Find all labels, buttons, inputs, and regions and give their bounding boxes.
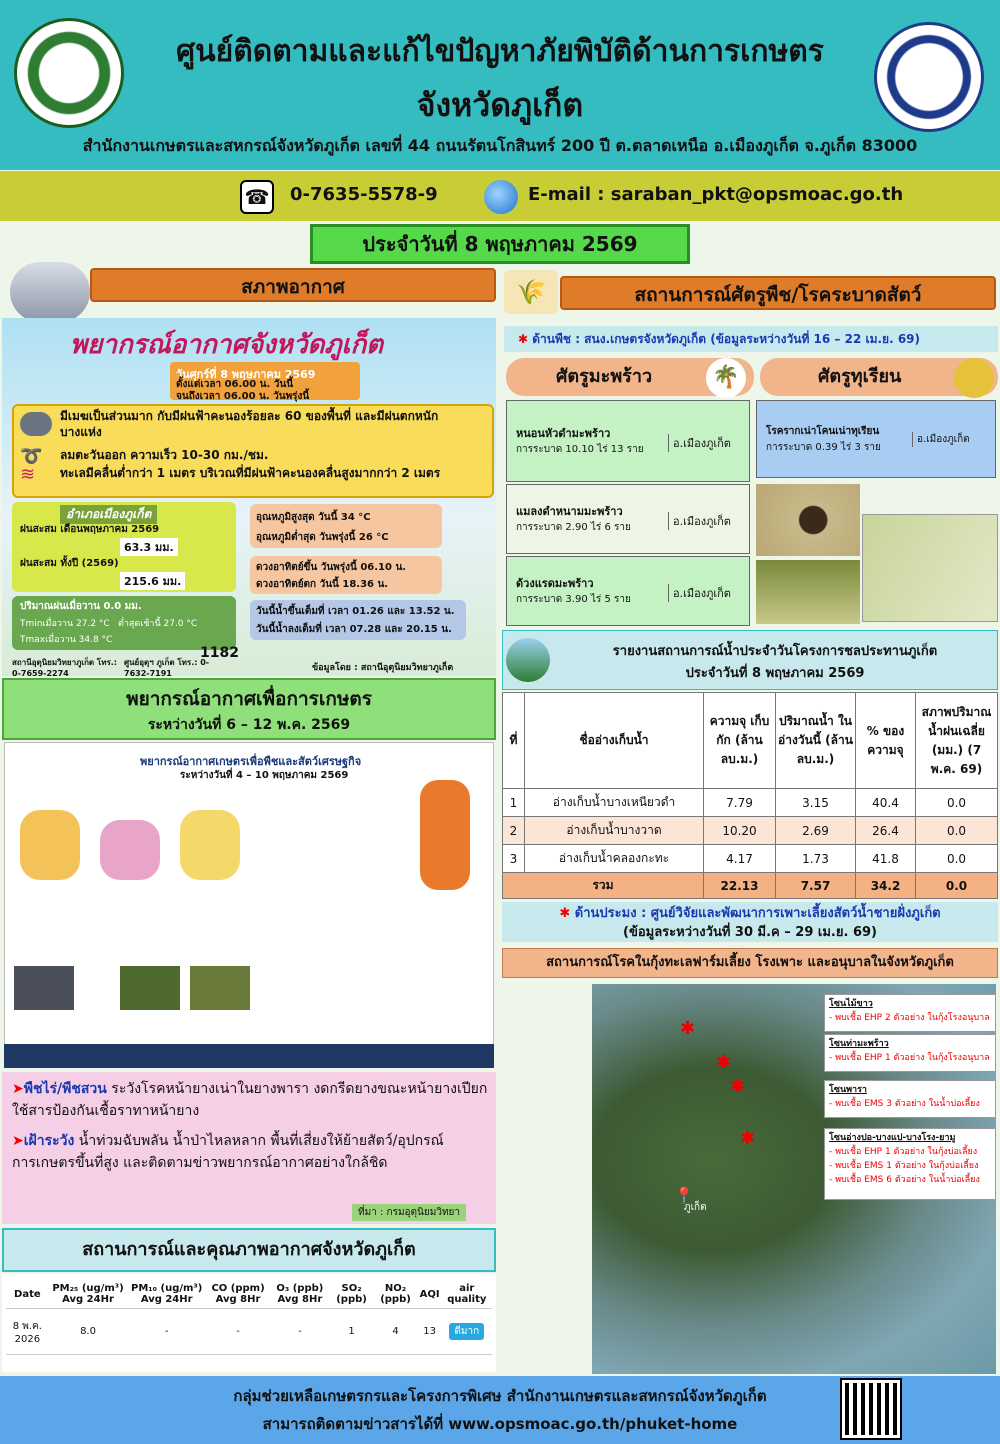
- wt-r2-name: อ่างเก็บน้ำบางวาด: [525, 817, 704, 845]
- agri-source: ที่มา : กรมอุตุนิยมวิทยา: [352, 1204, 466, 1221]
- wt-h-no: ที่: [503, 693, 525, 789]
- zone-1-name: โซนไม้ขาว: [829, 999, 873, 1009]
- advice-1-head: พืชไร่/พืชสวน: [23, 1081, 107, 1097]
- zone-4-name: โซนอ่างปอ-บางแป-บางโรง-ยามู: [829, 1133, 956, 1143]
- zone-box-2: [824, 1034, 996, 1072]
- wt-total-label: รวม: [503, 873, 704, 899]
- agri-advice-1: ➤พืชไร่/พืชสวน ระวังโรคหน้ายางเน่าในยางพารา งดกรีดยางขณะหน้ายางเปียก ใช้สารป้องกันเชื้อราทาหน้ายาง: [12, 1081, 488, 1119]
- rain-month-label: ฝนสะสม เดือนพฤษภาคม 2569: [20, 524, 160, 535]
- agri-photo-3: [190, 966, 250, 1010]
- aq-h-no2: NO₂ (ppb): [373, 1280, 417, 1309]
- wt-r3-name: อ่างเก็บน้ำคลองกะทะ: [525, 845, 704, 873]
- durian-pest-name: โรครากเน่าโคนเน่าทุเรียน: [766, 426, 880, 437]
- aq-h-o3: O₃ (ppb) Avg 8Hr: [270, 1280, 330, 1309]
- forecast-cond-1: มีเมฆเป็นส่วนมาก กับมีฝนฟ้าคะนองร้อยละ 60 ของพื้นที่ และมีฝนตกหนักบางแห่ง: [60, 409, 439, 439]
- zone-4-item-2: - พบเชื้อ EMS 1 ตัวอย่าง ในกุ้งบ่อเลี้ยง: [829, 1161, 979, 1171]
- agri-map-thailand: [420, 780, 470, 890]
- pest-section-header: สถานการณ์ศัตรูพืช/โรคระบาดสัตว์: [560, 276, 996, 310]
- pest-3-detail: การระบาด 3.90 ไร่ 5 ราย: [516, 594, 631, 605]
- forecast-day: วันศุกร์ที่ 8 พฤษภาคม 2569: [176, 368, 316, 381]
- water-row: [503, 817, 998, 845]
- district-name: อำเภอเมืองภูเก็ต: [60, 505, 157, 524]
- caterpillar-photo: [862, 514, 998, 622]
- zone-3-item: - พบเชื้อ EMS 3 ตัวอย่าง ในน้ำบ่อเลี้ยง: [829, 1099, 980, 1109]
- agri-map-2: [100, 820, 160, 880]
- map-city-label: ภูเก็ต: [684, 1202, 707, 1213]
- aq-o3: -: [270, 1309, 330, 1355]
- map-marker-1: ✱: [680, 1018, 696, 1039]
- footer-line-1: กลุ่มช่วยเหลือเกษตรกรและโครงการพิเศษ สำนักงานเกษตรและสหกรณ์จังหวัดภูเก็ต: [233, 1387, 767, 1405]
- wind-icon: ➰: [20, 446, 43, 467]
- rain-cloud-icon: [20, 412, 52, 436]
- plant-source-text: ด้านพืช : สนง.เกษตรจังหวัดภูเก็ต (ข้อมูลระหว่างวันที่ 16 – 22 เม.ย. 69): [532, 332, 920, 346]
- zone-3-name: โซนพารา: [829, 1085, 867, 1095]
- agri-advice-2: ➤เฝ้าระวัง น้ำท่วมฉับพลัน น้ำป่าไหลหลาก พื้นที่เสี่ยงให้ย้ายสัตว์/อุปกรณ์การเกษตรขึ้นที่สูง และติดตามข่าวพยากรณ์อากาศอย่างใกล้ชิด: [12, 1133, 444, 1171]
- tmin-tomorrow: อุณหภูมิต่ำสุด วันพรุ่งนี้ 26 °C: [256, 532, 389, 543]
- aq-h-date: Date: [6, 1280, 49, 1309]
- wt-h-name: ชื่ออ่างเก็บน้ำ: [525, 693, 704, 789]
- wt-r3-no: 3: [503, 845, 525, 873]
- forecast-cond-3: ทะเลมีคลื่นต่ำกว่า 1 เมตร บริเวณที่มีฝนฟ้าคะนองคลื่นสูงมากกว่า 2 เมตร: [60, 466, 441, 480]
- aq-aqi: 13: [418, 1309, 442, 1355]
- wt-h-rain: สภาพปริมาณ น้ำฝนเฉลี่ย (มม.) (7 พ.ค. 69): [916, 693, 998, 789]
- aq-co: -: [206, 1309, 270, 1355]
- wt-r2-rain: 0.0: [916, 817, 998, 845]
- leaf-beetle-photo: [756, 560, 860, 624]
- pest-1-area: อ.เมืองภูเก็ต: [668, 434, 731, 452]
- wt-h-volume: ปริมาณน้ำ ในอ่างวันนี้ (ล้าน ลบ.ม.): [776, 693, 856, 789]
- office-address: สำนักงานเกษตรและสหกรณ์จังหวัดภูเก็ต เลขที่ 44 ถนนรัตนโกสินทร์ 200 ปี ต.ตลาดเหนือ อ.เมืองภูเก็ต จ.ภูเก็ต 83000: [82, 136, 918, 155]
- page-title: ศูนย์ติดตามและแก้ไขปัญหาภัยพิบัติด้านการเกษตร: [176, 34, 824, 69]
- wt-r3-pct: 41.8: [856, 845, 916, 873]
- pest-2-name: แมลงดำหนามมะพร้าว: [516, 505, 623, 518]
- air-quality-header: สถานการณ์และคุณภาพอากาศจังหวัดภูเก็ต: [2, 1228, 496, 1272]
- globe-icon: [484, 180, 518, 214]
- wt-r3-vol: 1.73: [776, 845, 856, 873]
- forecast-from: ตั้งแต่เวลา 06.00 น. วันนี้: [176, 379, 294, 390]
- pest-1-detail: การระบาด 10.10 ไร่ 13 ราย: [516, 444, 644, 455]
- agri-map-3: [180, 810, 240, 880]
- agri-image-footer: [4, 1044, 494, 1068]
- wt-total-vol: 7.57: [776, 873, 856, 899]
- fishery-source-box: ✱ ด้านประมง : ศูนย์วิจัยและพัฒนาการเพาะเลี้ยงสัตว์น้ำชายฝั่งภูเก็ต (ข้อมูลระหว่างวันที่ 30 มี.ค – 29 เม.ย. 69): [502, 902, 998, 942]
- advice-2-head: เฝ้าระวัง: [23, 1133, 75, 1149]
- pest-2-detail: การระบาด 2.90 ไร่ 6 ราย: [516, 522, 631, 533]
- station-phone-2: ศูนย์อุตุฯ ภูเก็ต โทร.: 0-7632-7191: [124, 658, 210, 678]
- aq-so2: 1: [330, 1309, 374, 1355]
- aq-h-co: CO (ppm) Avg 8Hr: [206, 1280, 270, 1309]
- pest-1-name: หนอนหัวดำมะพร้าว: [516, 427, 611, 440]
- wt-total-rain: 0.0: [916, 873, 998, 899]
- rain-year-value: 215.6 มม.: [120, 572, 185, 590]
- aq-h-aqi: AQI: [418, 1280, 442, 1309]
- agri-map-1: [20, 810, 80, 880]
- wt-r2-cap: 10.20: [704, 817, 776, 845]
- coconut-label: ศัตรูมะพร้าว: [556, 366, 653, 387]
- advice-1-text: ระวังโรคหน้ายางเน่าในยางพารา งดกรีดยางขณะหน้ายางเปียก ใช้สารป้องกันเชื้อราทาหน้ายาง: [12, 1081, 488, 1119]
- wt-h-capacity: ความจุ เก็บกัก (ล้าน ลบ.ม.): [704, 693, 776, 789]
- qr-code[interactable]: [842, 1380, 900, 1438]
- zone-box-4: [824, 1128, 996, 1200]
- email-address: E-mail : saraban_pkt@opsmoac.go.th: [528, 184, 904, 205]
- wt-r1-no: 1: [503, 789, 525, 817]
- fishery-map-title: สถานการณ์โรคในกุ้งทะเลฟาร์มเลี้ยง โรงเพาะ และอนุบาลในจังหวัดภูเก็ต: [502, 948, 998, 978]
- phone-icon: ☎: [240, 180, 274, 214]
- tide-low: วันนี้น้ำลงเต็มที่ เวลา 07.28 และ 20.15 น.: [256, 624, 452, 635]
- wt-r3-cap: 4.17: [704, 845, 776, 873]
- tmin-yesterday: Tminเมื่อวาน 27.2 °C: [20, 619, 110, 629]
- advice-2-text: น้ำท่วมฉับพลัน น้ำป่าไหลหลาก พื้นที่เสี่ยงให้ย้ายสัตว์/อุปกรณ์การเกษตรขึ้นที่สูง และติดตามข่าวพยากรณ์อากาศอย่างใกล้ชิด: [12, 1133, 444, 1171]
- wt-r2-vol: 2.69: [776, 817, 856, 845]
- forecast-cond-2: ลมตะวันออก ความเร็ว 10-30 กม./ชม.: [60, 448, 269, 462]
- rain-year-label: ฝนสะสม ทั้งปี (2569): [20, 558, 119, 569]
- wt-r1-cap: 7.79: [704, 789, 776, 817]
- wt-r1-vol: 3.15: [776, 789, 856, 817]
- map-marker-2: ✱: [716, 1052, 732, 1073]
- plant-source-line: ✱ ด้านพืช : สนง.เกษตรจังหวัดภูเก็ต (ข้อมูลระหว่างวันที่ 16 – 22 เม.ย. 69): [504, 326, 998, 352]
- wt-total-pct: 34.2: [856, 873, 916, 899]
- station-phone-1: สถานีอุตุนิยมวิทยาภูเก็ต โทร.: 0-7659-2274: [12, 658, 117, 678]
- map-marker-4: ✱: [740, 1128, 756, 1149]
- aq-h-quality: air quality: [442, 1280, 492, 1309]
- sunset: ดวงอาทิตย์ตก วันนี้ 18.36 น.: [256, 579, 389, 590]
- wt-r1-name: อ่างเก็บน้ำบางเหนียวดำ: [525, 789, 704, 817]
- tmax-yesterday: Tmaxเมื่อวาน 34.8 °C: [20, 635, 113, 645]
- zone-4-item-3: - พบเชื้อ EMS 6 ตัวอย่าง ในน้ำบ่อเลี้ยง: [829, 1175, 980, 1185]
- air-quality-table: [6, 1280, 492, 1355]
- weather-source: ข้อมูลโดย : สถานีอุตุนิยมวิทยาภูเก็ต: [312, 663, 454, 673]
- tmin-morning: ต่ำสุดเช้านี้ 27.0 °C: [118, 619, 198, 629]
- date-banner: ประจำวันที่ 8 พฤษภาคม 2569: [310, 224, 690, 264]
- aq-h-so2: SO₂ (ppb): [330, 1280, 374, 1309]
- wt-h-percent: % ของ ความจุ: [856, 693, 916, 789]
- zone-2-name: โซนท่ามะพร้าว: [829, 1039, 889, 1049]
- aq-pm10: -: [127, 1309, 206, 1355]
- durian-pest-area: อ.เมืองภูเก็ต: [912, 432, 970, 447]
- zone-4-item-1: - พบเชื้อ EHP 1 ตัวอย่าง ในกุ้งบ่อเลี้ยง: [829, 1147, 978, 1157]
- aq-h-pm25: PM₂₅ (ug/m³) Avg 24Hr: [49, 1280, 128, 1309]
- aq-pm25: 8.0: [49, 1309, 128, 1355]
- wt-r3-rain: 0.0: [916, 845, 998, 873]
- weather-cloud-icon: [10, 262, 90, 322]
- wt-r1-rain: 0.0: [916, 789, 998, 817]
- map-pin-icon: 📍: [674, 1186, 694, 1205]
- water-report-title: รายงานสถานการณ์น้ำประจำวันโครงการชลประทานภูเก็ต: [612, 644, 938, 659]
- durian-label: ศัตรูทุเรียน: [818, 366, 902, 387]
- zone-box-1: [824, 994, 996, 1032]
- sunrise: ดวงอาทิตย์ขึ้น วันพรุ่งนี้ 06.10 น.: [256, 562, 407, 573]
- rain-yesterday: ปริมาณฝนเมื่อวาน 0.0 มม.: [20, 601, 142, 612]
- agri-photo-2: [120, 966, 180, 1010]
- wheat-icon: 🌾: [504, 270, 558, 314]
- durian-pest-detail: การระบาด 0.39 ไร่ 3 ราย: [766, 442, 881, 453]
- agri-forecast-title: พยากรณ์อากาศเพื่อการเกษตร: [126, 688, 372, 710]
- agri-forecast-period: ระหว่างวันที่ 6 – 12 พ.ค. 2569: [147, 717, 351, 733]
- aq-quality-badge: ดีมาก: [449, 1323, 484, 1340]
- water-row: [503, 845, 998, 873]
- tmax-today: อุณหภูมิสูงสุด วันนี้ 34 °C: [256, 512, 371, 523]
- aq-date: 8 พ.ค. 2026: [6, 1309, 49, 1355]
- tide-high: วันนี้น้ำขึ้นเต็มที่ เวลา 01.26 และ 13.52 น.: [256, 606, 455, 617]
- aq-no2: 4: [373, 1309, 417, 1355]
- dam-icon: [506, 638, 550, 682]
- water-row: [503, 789, 998, 817]
- wt-r2-pct: 26.4: [856, 817, 916, 845]
- beetle-photo: [756, 484, 860, 556]
- pest-3-name: ด้วงแรดมะพร้าว: [516, 577, 594, 590]
- forecast-title: พยากรณ์อากาศจังหวัดภูเก็ต: [70, 330, 384, 360]
- water-table: [502, 692, 998, 899]
- wave-icon: ≋: [20, 464, 36, 485]
- weather-section-header: สภาพอากาศ: [90, 268, 496, 302]
- fishery-line-2: (ข้อมูลระหว่างวันที่ 30 มี.ค – 29 เม.ย. 69): [623, 925, 877, 940]
- agri-photo-1: [14, 966, 74, 1010]
- pest-3-area: อ.เมืองภูเก็ต: [668, 584, 731, 602]
- fishery-line-1: ด้านประมง : ศูนย์วิจัยและพัฒนาการเพาะเลี้ยงสัตว์น้ำชายฝั่งภูเก็ต: [574, 906, 941, 921]
- water-report-date: ประจำวันที่ 8 พฤษภาคม 2569: [685, 666, 865, 681]
- durian-icon: [954, 358, 994, 398]
- rain-month-value: 63.3 มม.: [120, 538, 178, 556]
- agri-image-title: พยากรณ์อากาศเกษตรเพื่อพืชและสัตว์เศรษฐกิจ: [140, 755, 362, 768]
- page-subtitle: จังหวัดภูเก็ต: [416, 86, 584, 124]
- zone-2-item: - พบเชื้อ EHP 1 ตัวอย่าง ในกุ้งโรงอนุบาล: [829, 1053, 990, 1063]
- footer-line-2: สามารถติดตามข่าวสารได้ที่ www.opsmoac.go.th/phuket-home: [262, 1415, 738, 1433]
- phone-number: 0-7635-5578-9: [290, 184, 438, 205]
- aq-h-pm10: PM₁₀ (ug/m³) Avg 24Hr: [127, 1280, 206, 1309]
- hotline: 1182: [200, 645, 239, 661]
- wt-total-cap: 22.13: [704, 873, 776, 899]
- wt-r2-no: 2: [503, 817, 525, 845]
- agri-image-period: ระหว่างวันที่ 4 – 10 พฤษภาคม 2569: [180, 770, 349, 781]
- zone-1-item: - พบเชื้อ EHP 2 ตัวอย่าง ในกุ้งโรงอนุบาล: [829, 1013, 990, 1023]
- wt-r1-pct: 40.4: [856, 789, 916, 817]
- pest-2-area: อ.เมืองภูเก็ต: [668, 512, 731, 530]
- forecast-to: จนถึงเวลา 06.00 น. วันพรุ่งนี้: [176, 391, 310, 402]
- map-marker-3: ✱: [730, 1076, 746, 1097]
- palm-icon: 🌴: [706, 358, 746, 398]
- zone-box-3: [824, 1080, 996, 1118]
- water-total-row: [503, 873, 998, 899]
